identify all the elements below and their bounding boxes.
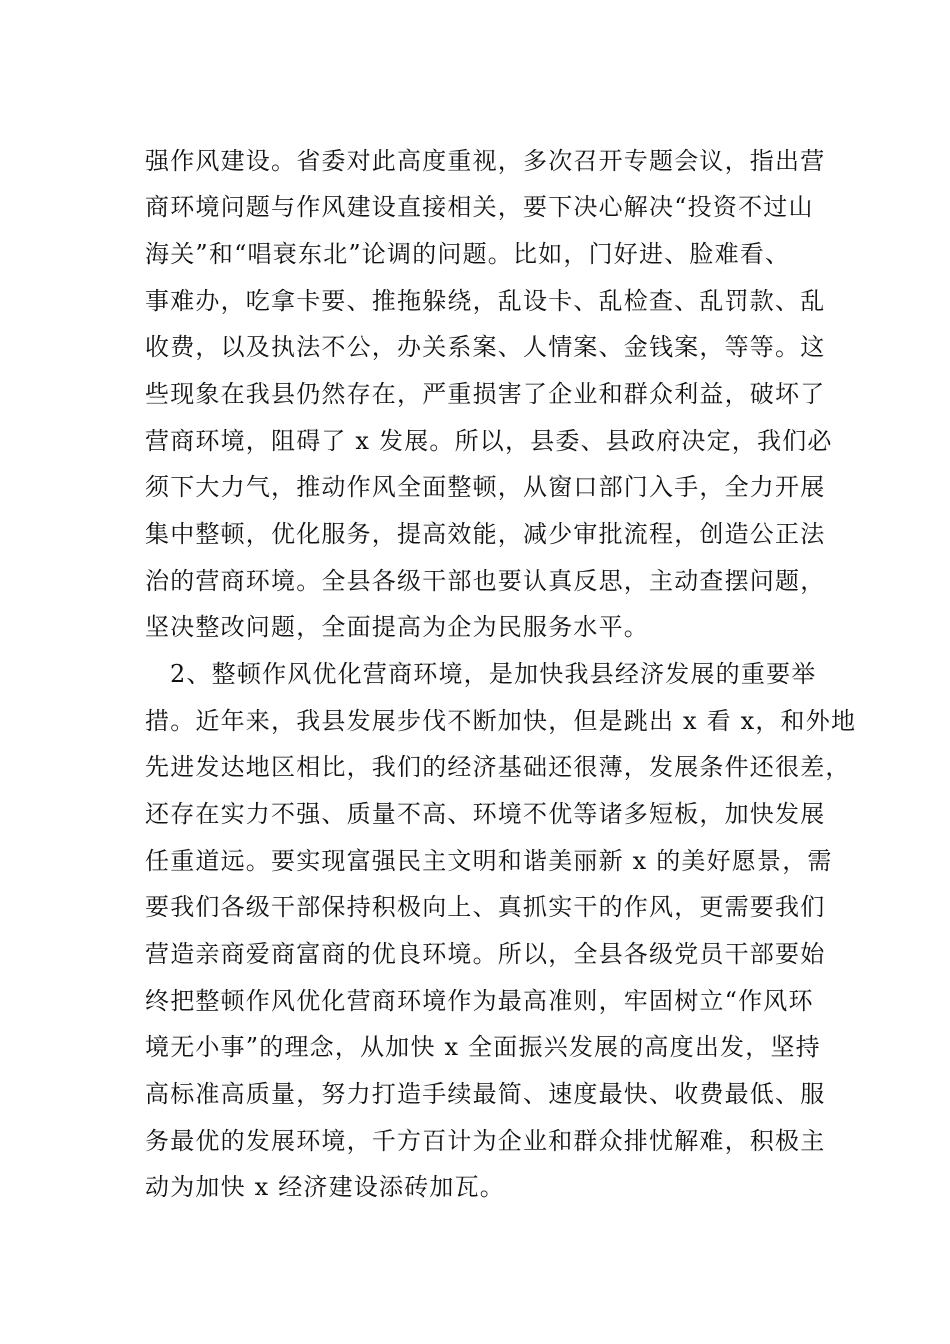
paragraph-line: 事难办，吃拿卡要、推拖躲绕，乱设卡、乱检查、乱罚款、乱 (145, 287, 826, 315)
paragraph-line: 动为加快 x 经济建设添砖加瓦。 (145, 1173, 505, 1201)
paragraph-line: 强作风建设。省委对此高度重视，多次召开专题会议，指出营 (145, 147, 826, 175)
paragraph-line: 治的营商环境。全县各级干部也要认真反思，主动查摆问题， (145, 567, 826, 595)
paragraph-line: 终把整顿作风优化营商环境作为最高准则，牢固树立“作风环 (145, 987, 814, 1015)
paragraph-line: 些现象在我县仍然存在，严重损害了企业和群众利益，破坏了 (145, 380, 826, 408)
paragraph-line: 高标准高质量，努力打造手续最简、速度最快、收费最低、服 (145, 1080, 826, 1108)
paragraph-line: 须下大力气，推动作风全面整顿，从窗口部门入手，全力开展 (145, 473, 826, 501)
paragraph-line: 还存在实力不强、质量不高、环境不优等诸多短板，加快发展 (145, 800, 826, 828)
paragraph-line: 先进发达地区相比，我们的经济基础还很薄，发展条件还很差， (145, 753, 851, 781)
paragraph-line: 2、整顿作风优化营商环境，是加快我县经济发展的重要举 (170, 660, 817, 688)
paragraph-line: 营造亲商爱商富商的优良环境。所以，全县各级党员干部要始 (145, 940, 826, 968)
paragraph-line: 集中整顿，优化服务，提高效能，减少审批流程，创造公正法 (145, 520, 826, 548)
paragraph-line: 营商环境，阻碍了 x 发展。所以，县委、县政府决定，我们必 (145, 427, 833, 455)
paragraph-line: 任重道远。要实现富强民主文明和谐美丽新 x 的美好愿景，需 (145, 847, 833, 875)
paragraph-line: 境无小事”的理念，从加快 x 全面振兴发展的高度出发，坚持 (145, 1033, 821, 1061)
paragraph-line: 海关”和“唱衰东北”论调的问题。比如，门好进、脸难看、 (145, 240, 791, 268)
paragraph-line: 措。近年来，我县发展步伐不断加快，但是跳出 x 看 x，和外地 (145, 707, 857, 735)
paragraph-line: 坚决整改问题，全面提高为企为民服务水平。 (145, 613, 649, 641)
paragraph-line: 商环境问题与作风建设直接相关，要下决心解决“投资不过山 (145, 193, 814, 221)
paragraph-line: 务最优的发展环境，千方百计为企业和群众排忧解难，积极主 (145, 1127, 826, 1155)
paragraph-line: 收费，以及执法不公，办关系案、人情案、金钱案，等等。这 (145, 333, 826, 361)
paragraph-line: 要我们各级干部保持积极向上、真抓实干的作风，更需要我们 (145, 893, 826, 921)
